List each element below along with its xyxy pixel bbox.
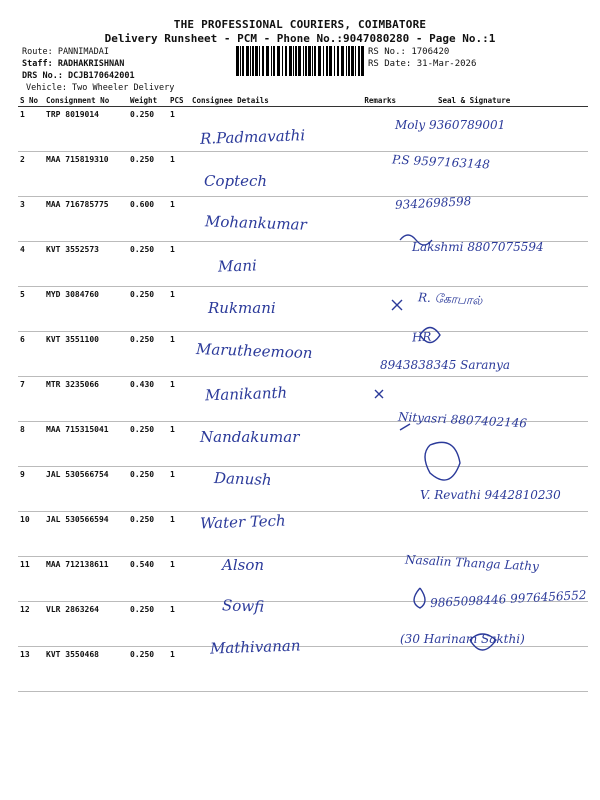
row-pcs: 1 [168,287,190,332]
handwritten-consignee: Mani [217,256,258,276]
row-weight: 0.250 [128,287,168,332]
row-sno: 4 [18,242,44,287]
row-pcs: 1 [168,107,190,152]
table-row [18,647,588,692]
row-pcs: 1 [168,242,190,287]
handwritten-consignee: Danush [213,468,272,490]
barcode-bar [305,46,307,76]
barcode-bar [262,46,264,76]
row-sno: 7 [18,377,44,422]
table-row [18,197,588,242]
barcode-bar [337,46,339,76]
runsheet-title: Delivery Runsheet - PCM - Phone No.:9047080280 - Page No.:1 [104,32,496,45]
table-row [18,377,588,422]
row-signature-cell [398,332,588,377]
row-pcs: 1 [168,602,190,647]
table-row [18,287,588,332]
row-consignment-no: MAA 715315041 [44,422,128,467]
row-signature-cell [398,467,588,512]
row-pcs: 1 [168,422,190,467]
barcode-bar [358,46,360,76]
route-label: Route: PANNIMADAI [22,47,109,57]
barcode-bar [329,46,332,76]
barcode-bar [323,46,324,76]
barcode-bar [255,46,258,76]
barcode-bar [266,46,269,76]
handwritten-signature: (30 Harinam Sakthi) [400,632,525,646]
drs-label: DRS No.: DCJB170642001 [22,71,135,81]
row-consignee-cell [190,332,348,377]
row-weight: 0.600 [128,197,168,242]
row-consignment-no: JAL 530566594 [44,512,128,557]
row-remarks-cell [348,197,398,242]
row-weight: 0.250 [128,512,168,557]
row-sno: 8 [18,422,44,467]
table-row [18,467,588,512]
row-signature-cell [398,557,588,602]
col-signature: Seal & Signature [398,94,588,107]
row-sno: 9 [18,467,44,512]
row-sno: 12 [18,602,44,647]
table-header-row [18,94,588,107]
company-title: THE PROFESSIONAL COURIERS, COIMBATORE [173,18,427,31]
row-weight: 0.540 [128,557,168,602]
barcode-bar [312,46,313,76]
row-consignee-cell [190,242,348,287]
row-pcs: 1 [168,152,190,197]
row-remarks-cell [348,107,398,152]
row-signature-cell [398,107,588,152]
row-sno: 3 [18,197,44,242]
rs-number: RS No.: 1706420 [368,47,450,57]
row-signature-cell [398,197,588,242]
barcode-bar [341,46,344,76]
row-pcs: 1 [168,512,190,557]
row-signature-cell [398,512,588,557]
row-pcs: 1 [168,332,190,377]
row-consignment-no: MAA 712138611 [44,557,128,602]
row-remarks-cell [348,377,398,422]
row-consignment-no: VLR 2863264 [44,602,128,647]
row-consignee-cell [190,647,348,692]
row-sno: 1 [18,107,44,152]
barcode-bar [303,46,304,76]
row-consignee-cell [190,422,348,467]
row-pcs: 1 [168,557,190,602]
row-weight: 0.250 [128,647,168,692]
barcode-bar [348,46,350,76]
handwritten-consignee: Water Tech [199,511,286,533]
row-remarks-cell [348,152,398,197]
barcode-bar [250,46,251,76]
handwritten-signature: R. கோபால் [417,290,483,308]
col-consignee: Consignee Details [190,94,348,107]
row-consignment-no: KVT 3551100 [44,332,128,377]
barcode-bar [285,46,287,76]
barcode-bar [259,46,260,76]
row-pcs: 1 [168,377,190,422]
rs-info [368,46,476,70]
handwritten-consignee: Manikanth [204,383,288,405]
row-consignment-no: MAA 715819310 [44,152,128,197]
row-consignee-cell [190,152,348,197]
row-weight: 0.250 [128,242,168,287]
barcode-bar [334,46,335,76]
row-consignee-cell [190,287,348,332]
row-consignment-no: KVT 3550468 [44,647,128,692]
barcode-bar [246,46,249,76]
row-signature-cell [398,287,588,332]
barcode-bar [318,46,321,76]
table-row [18,242,588,287]
handwritten-signature: Nityasri 8807402146 [397,409,528,431]
handwritten-signature: V. Revathi 9442810230 [420,488,561,502]
table-row [18,422,588,467]
handwritten-consignee: Coptech [204,172,268,190]
barcode-bar [298,46,301,76]
row-sno: 5 [18,287,44,332]
row-signature-cell [398,422,588,467]
handwritten-consignee: Nandakumar [200,428,300,446]
row-consignee-cell [190,107,348,152]
row-sno: 10 [18,512,44,557]
vehicle-label: Vehicle: Two Wheeler Delivery [26,83,175,93]
row-consignee-cell [190,557,348,602]
row-remarks-cell [348,602,398,647]
barcode-bar [236,46,239,76]
row-consignment-no: MYD 3084760 [44,287,128,332]
barcode-bar [240,46,241,76]
handwritten-consignee: Alson [222,556,265,574]
row-pcs: 1 [168,197,190,242]
handwritten-signature: Lakshmi 8807075594 [412,240,544,254]
row-remarks-cell [348,512,398,557]
row-sno: 11 [18,557,44,602]
barcode [236,46,364,76]
meta-block [22,46,174,94]
barcode-bar [308,46,311,76]
barcode-bar [293,46,294,76]
barcode-bar [252,46,254,76]
row-consignment-no: KVT 3552573 [44,242,128,287]
row-remarks-cell [348,647,398,692]
row-sno: 13 [18,647,44,692]
row-weight: 0.250 [128,152,168,197]
row-weight: 0.250 [128,332,168,377]
barcode-bar [355,46,356,76]
col-weight: Weight [128,94,168,107]
row-remarks-cell [348,557,398,602]
row-signature-cell [398,152,588,197]
row-consignment-no: TRP 8019014 [44,107,128,152]
row-remarks-cell [348,467,398,512]
row-weight: 0.250 [128,467,168,512]
barcode-bar [314,46,316,76]
barcode-bar [361,46,364,76]
row-weight: 0.430 [128,377,168,422]
handwritten-consignee: Mathivanan [209,636,301,658]
barcode-bar [273,46,275,76]
table-row [18,512,588,557]
handwritten-signature: P.S 9597163148 [391,152,491,172]
row-consignee-cell [190,512,348,557]
row-weight: 0.250 [128,107,168,152]
table-row [18,107,588,152]
row-pcs: 1 [168,647,190,692]
barcode-bar [277,46,280,76]
staff-label: Staff: RADHAKRISHNAN [22,59,125,69]
handwritten-signature: HR [411,329,432,345]
col-sno: S No [18,94,44,107]
row-remarks-cell [348,422,398,467]
handwritten-consignee: Marutheemoon [195,339,313,363]
runsheet-table [18,94,588,692]
col-consignment: Consignment No [44,94,128,107]
handwritten-signature: Moly 9360789001 [395,118,506,132]
table-row [18,332,588,377]
row-sno: 2 [18,152,44,197]
table-row [18,152,588,197]
handwritten-signature: 8943838345 Saranya [380,358,511,372]
row-sno: 6 [18,332,44,377]
row-remarks-cell [348,287,398,332]
barcode-bar [242,46,244,76]
row-signature-cell [398,242,588,287]
handwritten-consignee: Rukmani [208,299,276,317]
barcode-bar [295,46,297,76]
barcode-bar [282,46,283,76]
row-remarks-cell [348,242,398,287]
col-remarks: Remarks [348,94,398,107]
handwritten-signature: 9342698598 [394,194,472,212]
row-consignee-cell [190,602,348,647]
handwritten-consignee: Sowfi [221,596,265,616]
table-row [18,602,588,647]
row-consignment-no: JAL 530566754 [44,467,128,512]
row-weight: 0.250 [128,422,168,467]
row-pcs: 1 [168,467,190,512]
row-signature-cell [398,602,588,647]
row-weight: 0.250 [128,602,168,647]
row-consignee-cell [190,377,348,422]
row-consignee-cell [190,197,348,242]
barcode-bar [326,46,328,76]
barcode-bar [289,46,292,76]
row-consignee-cell [190,467,348,512]
row-signature-cell [398,647,588,692]
col-pcs: PCS [168,94,190,107]
table-row [18,557,588,602]
barcode-bar [351,46,354,76]
handwritten-signature: 9865098446 9976456552 [429,587,587,611]
row-consignment-no: MAA 716785775 [44,197,128,242]
rs-date: RS Date: 31-Mar-2026 [368,59,477,69]
handwritten-consignee: Mohankumar [204,212,308,234]
handwritten-signature: Nasalin Thanga Lathy [404,552,540,574]
row-consignment-no: MTR 3235066 [44,377,128,422]
row-signature-cell [398,377,588,422]
handwritten-consignee: R.Padmavathi [199,126,306,148]
barcode-bar [346,46,347,76]
barcode-bar [271,46,272,76]
row-remarks-cell [348,332,398,377]
